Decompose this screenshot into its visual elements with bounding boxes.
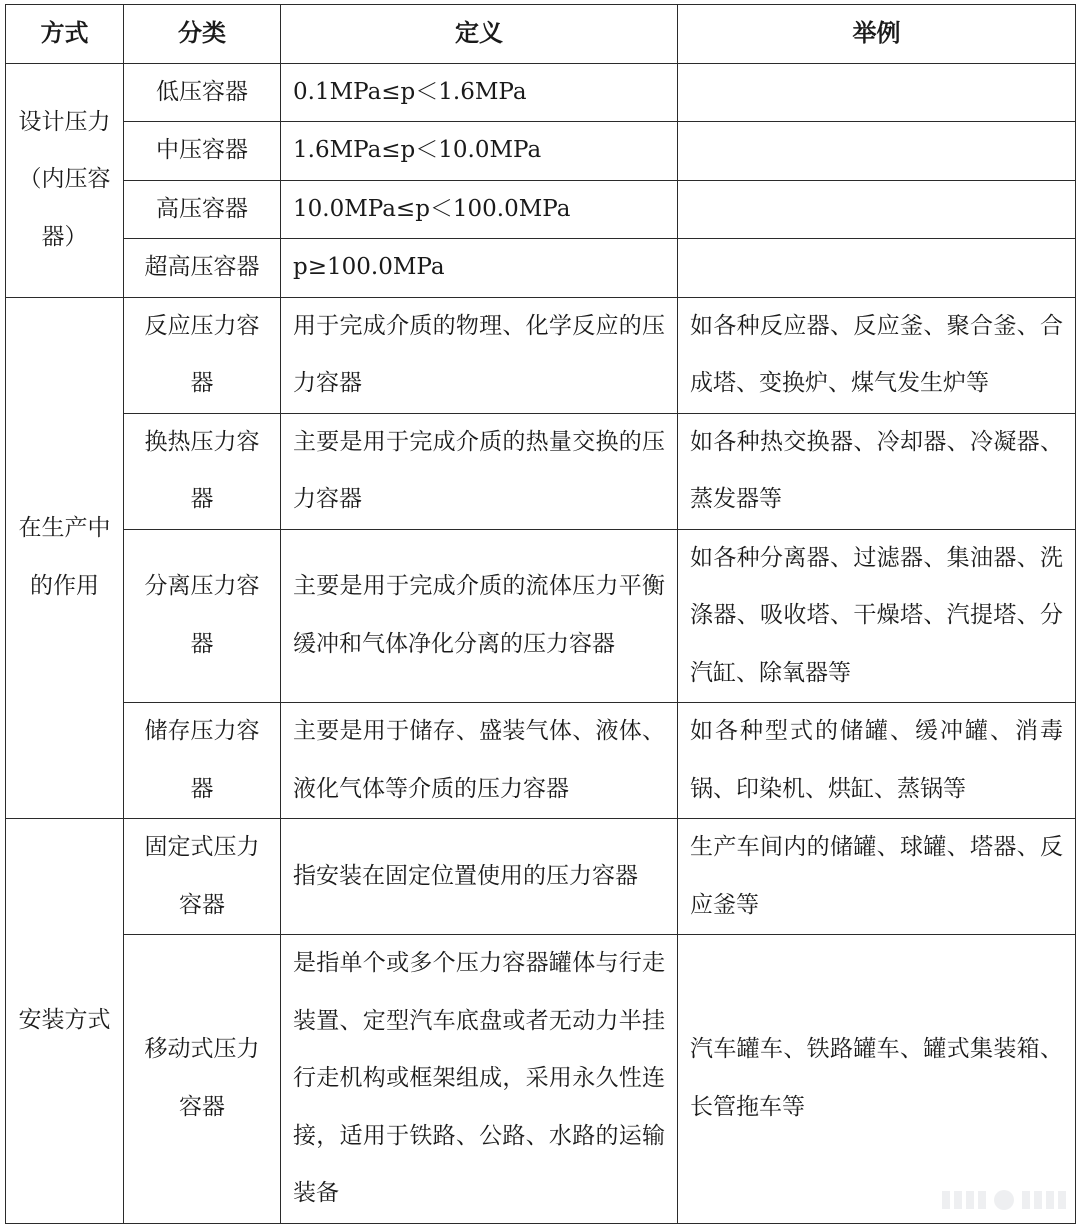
header-method: 方式 — [6, 5, 124, 64]
example-cell — [678, 63, 1076, 122]
definition-cell: 主要是用于完成介质的流体压力平衡缓冲和气体净化分离的压力容器 — [281, 529, 678, 703]
category-cell: 高压容器 — [124, 180, 281, 239]
definition-cell: 主要是用于储存、盛装气体、液体、液化气体等介质的压力容器 — [281, 703, 678, 819]
table-row — [6, 180, 1076, 239]
method-cell: 在生产中的作用 — [6, 297, 124, 819]
document-sheet — [5, 4, 1075, 1219]
category-cell: 分离压力容器 — [124, 529, 281, 703]
example-cell: 如各种热交换器、冷却器、冷凝器、蒸发器等 — [678, 413, 1076, 529]
definition-cell: 主要是用于完成介质的热量交换的压力容器 — [281, 413, 678, 529]
category-cell: 移动式压力容器 — [124, 935, 281, 1224]
header-category: 分类 — [124, 5, 281, 64]
table-row — [6, 413, 1076, 529]
pressure-vessel-classification-table — [5, 4, 1076, 1224]
example-cell — [678, 180, 1076, 239]
header-example: 举例 — [678, 5, 1076, 64]
table-row — [6, 529, 1076, 703]
table-row — [6, 703, 1076, 819]
table-row — [6, 239, 1076, 298]
category-cell: 固定式压力容器 — [124, 819, 281, 935]
example-cell — [678, 122, 1076, 181]
category-cell: 低压容器 — [124, 63, 281, 122]
category-cell: 换热压力容器 — [124, 413, 281, 529]
example-cell: 如各种分离器、过滤器、集油器、洗涤器、吸收塔、干燥塔、汽提塔、分汽缸、除氧器等 — [678, 529, 1076, 703]
table-row — [6, 935, 1076, 1224]
method-cell: 设计压力（内压容器） — [6, 63, 124, 297]
definition-cell: 1.6MPa≤p＜10.0MPa — [281, 122, 678, 181]
header-row — [6, 5, 1076, 64]
definition-cell: 是指单个或多个压力容器罐体与行走装置、定型汽车底盘或者无动力半挂行走机构或框架组成，采用永久性连接，适用于铁路、公路、水路的运输装备 — [281, 935, 678, 1224]
definition-cell: 10.0MPa≤p＜100.0MPa — [281, 180, 678, 239]
method-cell: 安装方式 — [6, 819, 124, 1224]
example-cell — [678, 239, 1076, 298]
definition-cell: 指安装在固定位置使用的压力容器 — [281, 819, 678, 935]
example-cell: 如各种反应器、反应釜、聚合釜、合成塔、变换炉、煤气发生炉等 — [678, 297, 1076, 413]
table-row — [6, 63, 1076, 122]
example-cell: 汽车罐车、铁路罐车、罐式集装箱、长管拖车等 — [678, 935, 1076, 1224]
table-row — [6, 819, 1076, 935]
category-cell: 中压容器 — [124, 122, 281, 181]
category-cell: 储存压力容器 — [124, 703, 281, 819]
table-row — [6, 297, 1076, 413]
definition-cell: 用于完成介质的物理、化学反应的压力容器 — [281, 297, 678, 413]
definition-cell: 0.1MPa≤p＜1.6MPa — [281, 63, 678, 122]
table-row — [6, 122, 1076, 181]
definition-cell: p≥100.0MPa — [281, 239, 678, 298]
category-cell: 超高压容器 — [124, 239, 281, 298]
example-cell: 生产车间内的储罐、球罐、塔器、反应釜等 — [678, 819, 1076, 935]
category-cell: 反应压力容器 — [124, 297, 281, 413]
header-definition: 定义 — [281, 5, 678, 64]
example-cell: 如各种型式的储罐、缓冲罐、消毒锅、印染机、烘缸、蒸锅等 — [678, 703, 1076, 819]
